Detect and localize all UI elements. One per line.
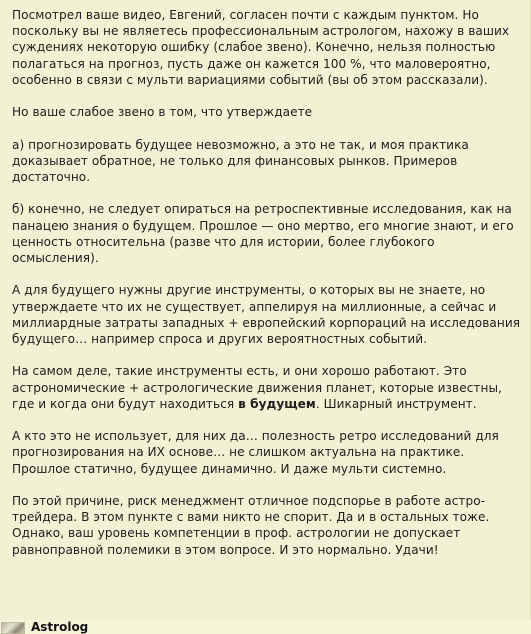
comment-paragraph-7: А кто это не использует, для них да… полезность ретро исследований для прогнозирования на ИХ основе… не слишком актуальна на практике. Прошлое статично, будущее динамично. И даже мульти системно. — [12, 429, 499, 476]
comment-paragraph-4: б) конечно, не следует опираться на ретроспективные исследования, как на панацею знания о будущем. Прошлое — оно мертво, его многие знают, и его ценность относительна (разве что для истории, более глубокого осмысления). — [12, 202, 514, 265]
comment-paragraph-3: а) прогнозировать будущее невозможно, а это не так, и моя практика доказывает обратное, не только для финансовых рынков. Примеров достаточно. — [12, 137, 469, 184]
comment-body — [12, 7, 524, 558]
paragraph-6-text-end: . Шикарный инструмент. — [315, 396, 477, 411]
comment-paragraph-5: А для будущего нужны другие инструменты, о которых вы не знаете, но утверждаете что их не существует, аппелируя на миллионные, а сейчас и миллиардные затраты западных + европейский корпораций на исследования будущего… например спроса и других вероятностных событий. — [12, 283, 521, 346]
comment-paragraph-2: Но ваше слабое звено в том, что утверждаете — [12, 105, 313, 120]
emphasis-in-future: в будущем — [238, 396, 316, 411]
comment-paragraph-1: Посмотрел ваше видео, Евгений, согласен почти с каждым пунктом. Но поскольку вы не являетесь профессиональным астрологом, нахожу в ваших суждениях некоторую ошибку (слабое звено). Конечно, нельзя полностью полагаться на прогноз, пусть даже он кажется 100 %, что маловероятно, особенно в связи с мульти вариациями событий (вы об этом рассказали). — [12, 8, 510, 87]
avatar[interactable] — [1, 622, 25, 634]
author-name-link[interactable]: Astrolog — [31, 620, 89, 634]
paragraph-6-text-start: На самом деле, такие инструменты есть, и они хорошо работают. Это астрономические + астрологические движения планет, которые известны, где и когда они будут находиться — [12, 364, 502, 411]
comment-paragraph-6 — [12, 363, 524, 412]
comment-paragraph-8: По этой причине, риск менеджмент отличное подспорье в работе астро-трейдера. В этом пункте с вами никто не спорит. Да и в остальных тоже. Однако, ваш уровень компетенции в проф. астрологии не допускает равноправной полемики в этом вопросе. И это нормально. Удачи! — [12, 493, 490, 557]
